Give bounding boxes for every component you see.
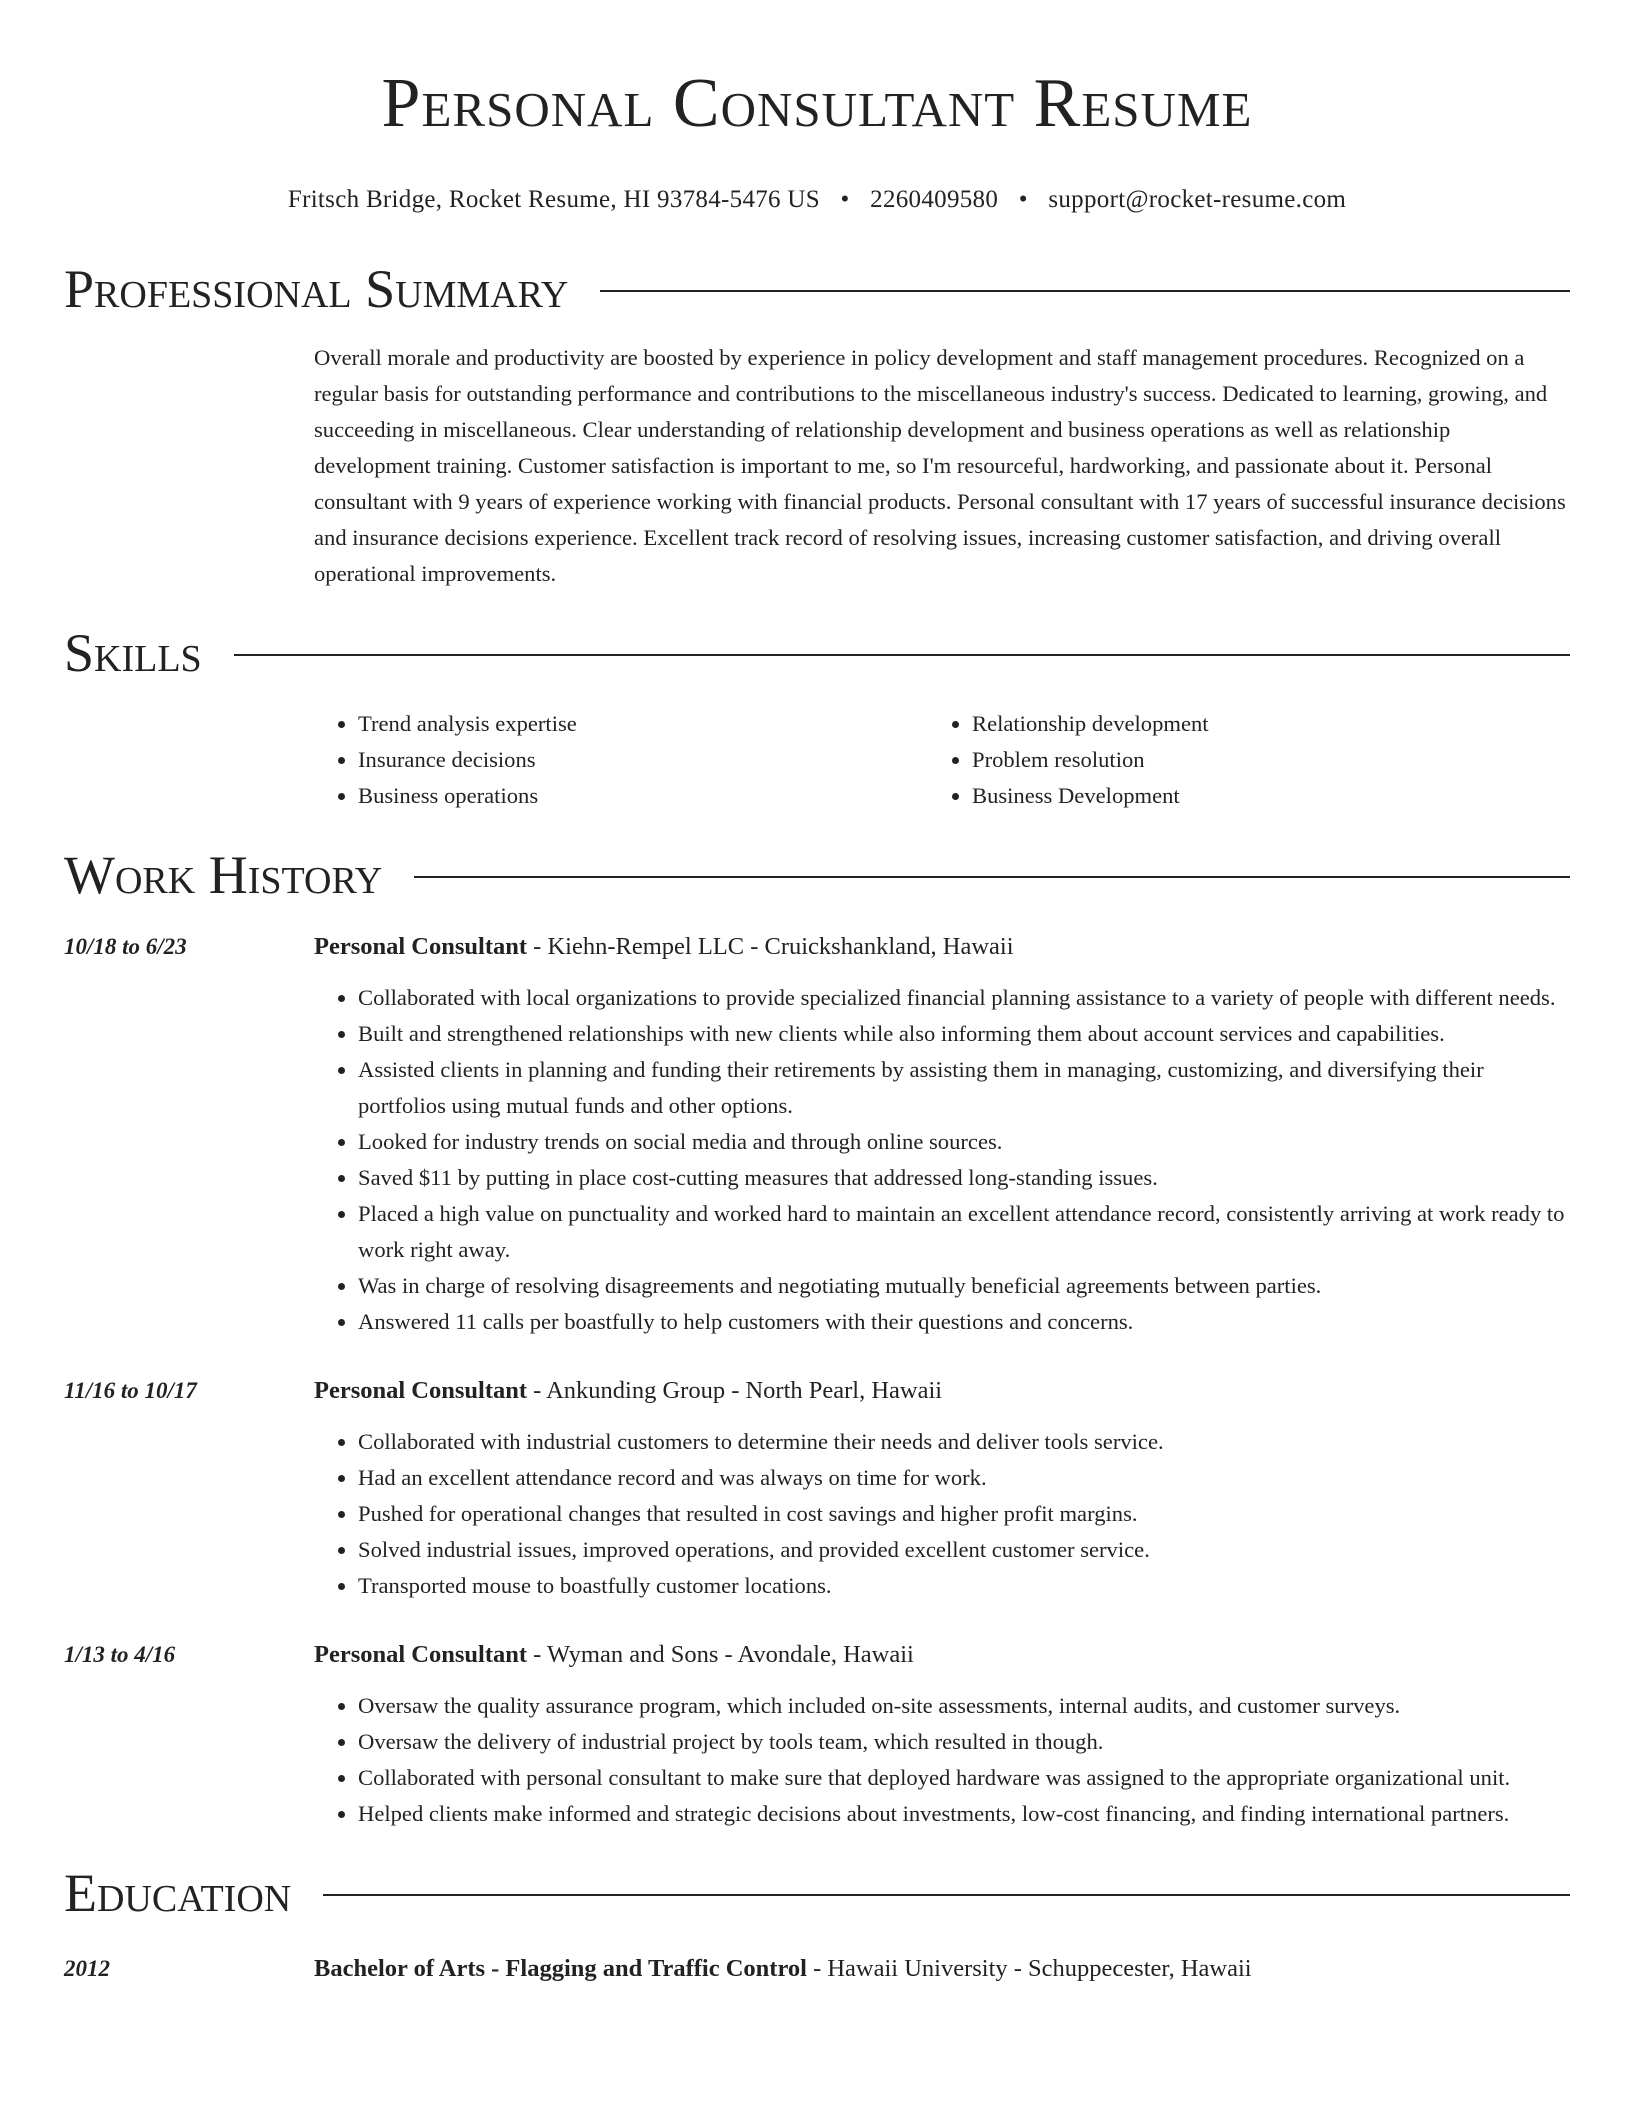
job-title: Personal Consultant: [314, 1377, 528, 1404]
job-employer: - Ankunding Group - North Pearl, Hawaii: [527, 1377, 943, 1404]
job-title-line: [314, 930, 1570, 964]
job-entry: [64, 930, 1570, 1340]
skills-column-right: [928, 706, 1542, 814]
job-bullet: • Was in charge of resolving disagreements and negotiating mutually beneficial agreements between parties.: [358, 1268, 1570, 1304]
skill-item: • Problem resolution: [972, 742, 1542, 778]
job-bullets: [314, 1688, 1570, 1832]
job-bullet: • Answered 11 calls per boastfully to help customers with their questions and concerns.: [358, 1304, 1570, 1340]
education-title-line: [314, 1952, 1252, 1986]
section-title: Education: [64, 1863, 292, 1923]
job-bullet: • Had an excellent attendance record and was always on time for work.: [358, 1460, 1570, 1496]
job-bullet: • Looked for industry trends on social media and through online sources.: [358, 1124, 1570, 1160]
job-entry: [64, 1374, 1570, 1604]
job-bullet: • Collaborated with local organizations to provide specialized financial planning assistance to a variety of people with different needs.: [358, 980, 1570, 1016]
job-bullet: • Placed a high value on punctuality and worked hard to maintain an excellent attendance record, consistently arriving at work ready to work right away.: [358, 1196, 1570, 1268]
skill-item: • Business operations: [358, 778, 928, 814]
job-bullet: • Assisted clients in planning and funding their retirements by assisting them in managing, customizing, and diversifying their portfolios using mutual funds and other options.: [358, 1052, 1570, 1124]
job-title-line: [314, 1638, 1570, 1672]
job-title: Personal Consultant: [314, 933, 528, 960]
education-degree: Bachelor of Arts - Flagging and Traffic Control: [314, 1955, 807, 1982]
section-title: Professional Summary: [64, 259, 569, 319]
job-employer: - Wyman and Sons - Avondale, Hawaii: [527, 1641, 914, 1668]
job-bullet: • Transported mouse to boastfully customer locations.: [358, 1568, 1570, 1604]
section-title: Work History: [64, 845, 383, 905]
phone: 2260409580: [870, 186, 999, 213]
skills-list: [314, 706, 1570, 814]
job-bullet: • Collaborated with personal consultant to make sure that deployed hardware was assigned to the appropriate organizational unit.: [358, 1760, 1570, 1796]
education-year: 2012: [64, 1956, 110, 1981]
summary-text: Overall morale and productivity are boosted by experience in policy development and staff management procedures. Recognized on a regular basis for outstanding performance and contributions to the miscellaneous industry's success. Dedicated to learning, growing, and succeeding in miscellaneous. Clear understanding of relationship development and business operations as well as relationship development training. Customer satisfaction is important to me, so I'm resourceful, hardworking, and passionate about it. Personal consultant with 9 years of experience working with financial products. Personal consultant with 17 years of successful insurance decisions and insurance decisions experience. Excellent track record of resolving issues, increasing customer satisfaction, and driving overall operational improvements.: [314, 345, 1566, 586]
job-dates: 11/16 to 10/17: [64, 1378, 197, 1403]
education-school: - Hawaii University - Schuppecester, Hawaii: [806, 1955, 1252, 1982]
job-body: [314, 1374, 1570, 1604]
education-section-header: [64, 1862, 1570, 1924]
job-bullet: • Saved $11 by putting in place cost-cutting measures that addressed long-standing issues.: [358, 1160, 1570, 1196]
job-bullet: • Built and strengthened relationships with new clients while also informing them about account services and capabilities.: [358, 1016, 1570, 1052]
job-bullet: • Oversaw the quality assurance program, which included on-site assessments, internal audits, and customer surveys.: [358, 1688, 1570, 1724]
job-bullet: • Pushed for operational changes that resulted in cost savings and higher profit margins.: [358, 1496, 1570, 1532]
skill-item: • Business Development: [972, 778, 1542, 814]
address: Fritsch Bridge, Rocket Resume, HI 93784-5476 US: [287, 186, 820, 213]
job-body: [314, 1638, 1570, 1832]
job-title: Personal Consultant: [314, 1641, 528, 1668]
job-bullet: • Helped clients make informed and strategic decisions about investments, low-cost financing, and finding international partners.: [358, 1796, 1570, 1832]
contact-line: [64, 186, 1570, 214]
separator: •: [840, 186, 850, 213]
separator: •: [1018, 186, 1028, 213]
section-divider: [600, 290, 1570, 292]
job-title-line: [314, 1374, 1570, 1408]
section-divider: [234, 654, 1570, 656]
section-title: Skills: [64, 623, 202, 683]
email: support@rocket-resume.com: [1048, 186, 1347, 213]
job-body: [314, 930, 1570, 1340]
skills-section-header: [64, 622, 1570, 684]
work-section-header: [64, 844, 1570, 906]
skill-item: • Insurance decisions: [358, 742, 928, 778]
job-bullets: [314, 1424, 1570, 1604]
job-bullets: [314, 980, 1570, 1340]
job-dates: 1/13 to 4/16: [64, 1642, 176, 1667]
education-entry: [64, 1952, 1570, 1986]
section-divider: [414, 876, 1570, 878]
job-bullet: • Collaborated with industrial customers to determine their needs and deliver tools service.: [358, 1424, 1570, 1460]
job-dates: 10/18 to 6/23: [64, 934, 187, 959]
skill-item: • Relationship development: [972, 706, 1542, 742]
job-entry: [64, 1638, 1570, 1832]
job-bullet: • Oversaw the delivery of industrial project by tools team, which resulted in though.: [358, 1724, 1570, 1760]
job-bullet: • Solved industrial issues, improved operations, and provided excellent customer service.: [358, 1532, 1570, 1568]
skills-column-left: [314, 706, 928, 814]
job-employer: - Kiehn-Rempel LLC - Cruickshankland, Hawaii: [527, 933, 1014, 960]
skill-item: • Trend analysis expertise: [358, 706, 928, 742]
resume-title: Personal Consultant Resume: [381, 65, 1253, 142]
section-divider: [323, 1894, 1570, 1896]
summary-section-header: [64, 258, 1570, 320]
